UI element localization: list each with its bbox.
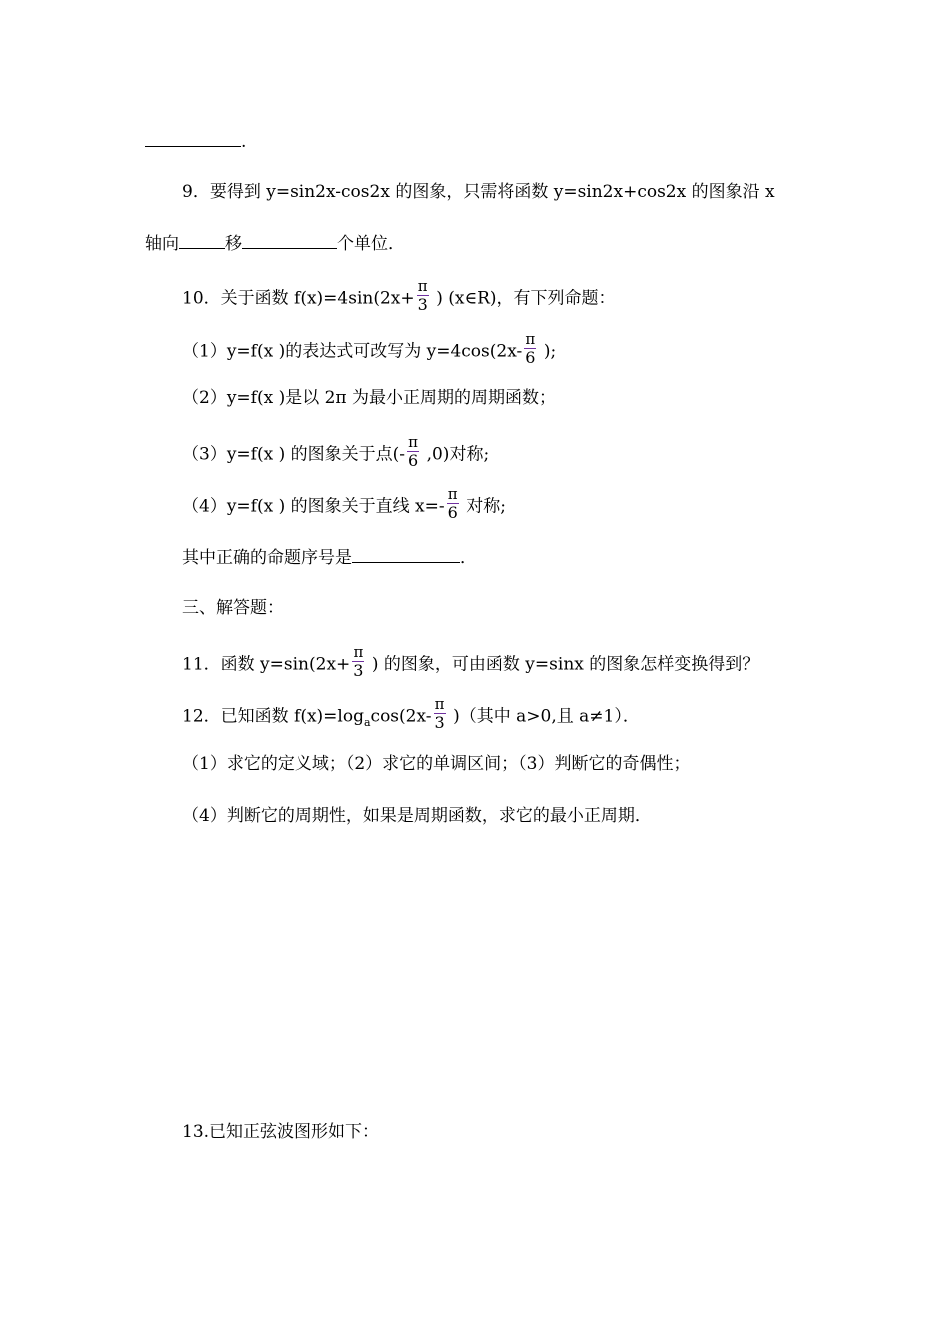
fraction-pi-over-3: $\frac{\pi}{3}$ [434, 695, 445, 732]
units-blank [242, 230, 337, 249]
question-10-item-2: （2）y=f(x )是以 2π 为最小正周期的周期函数； [182, 388, 557, 408]
answer-blank [352, 544, 460, 563]
fraction-pi-over-6: $\frac{\pi}{6}$ [408, 433, 419, 470]
fraction-pi-over-3: $\frac{\pi}{3}$ [417, 277, 428, 314]
question-12-parts-1-3: （1）求它的定义域；（2）求它的单调区间；（3）判断它的奇偶性； [182, 754, 691, 774]
question-9-line-2: 轴向 移 个单位． [145, 230, 405, 256]
question-10-item-3: （3）y=f(x ) 的图象关于点(- $\frac{\pi}{6}$ ,0)对称; [182, 433, 490, 470]
question-10-item-4: （4）y=f(x ) 的图象关于直线 x=- $\frac{\pi}{6}$ 对称; [182, 485, 506, 522]
fraction-pi-over-6: $\frac{\pi}{6}$ [447, 485, 458, 522]
section-heading: 三、解答题： [182, 598, 284, 618]
question-11: 11．函数 y=sin(2x+ $\frac{\pi}{3}$ ) 的图象，可由函数 y=sinx 的图象怎样变换得到？ [182, 643, 760, 680]
answer-blank [145, 128, 241, 147]
question-10-intro: 10．关于函数 f(x)=4sin(2x+ $\frac{\pi}{3}$ ) (x∈R)，有下列命题： [182, 277, 616, 314]
fraction-pi-over-6: $\frac{\pi}{6}$ [525, 330, 536, 367]
direction-blank [179, 230, 225, 249]
question-13: 13.已知正弦波图形如下： [182, 1122, 380, 1142]
question-9-line-1: 9．要得到 y=sin2x-cos2x 的图象，只需将函数 y=sin2x+cos2x 的图象沿 x [182, 182, 775, 202]
previous-answer-line: . [145, 128, 246, 154]
question-12-part-4: （4）判断它的周期性，如果是周期函数，求它的最小正周期． [182, 806, 652, 826]
question-10-conclusion: 其中正确的命题序号是 ． [182, 544, 477, 570]
question-12: 12．已知函数 $f(x)=\log_a\cos(2x-$ $\frac{\pi}{3}$ )（其中 a>0,且 a≠1）． [182, 695, 640, 732]
fraction-pi-over-3: $\frac{\pi}{3}$ [353, 643, 364, 680]
log-base: a [363, 715, 371, 729]
question-10-item-1: （1）y=f(x )的表达式可改写为 y=4cos(2x- $\frac{\pi}{6}$ ); [182, 330, 557, 367]
